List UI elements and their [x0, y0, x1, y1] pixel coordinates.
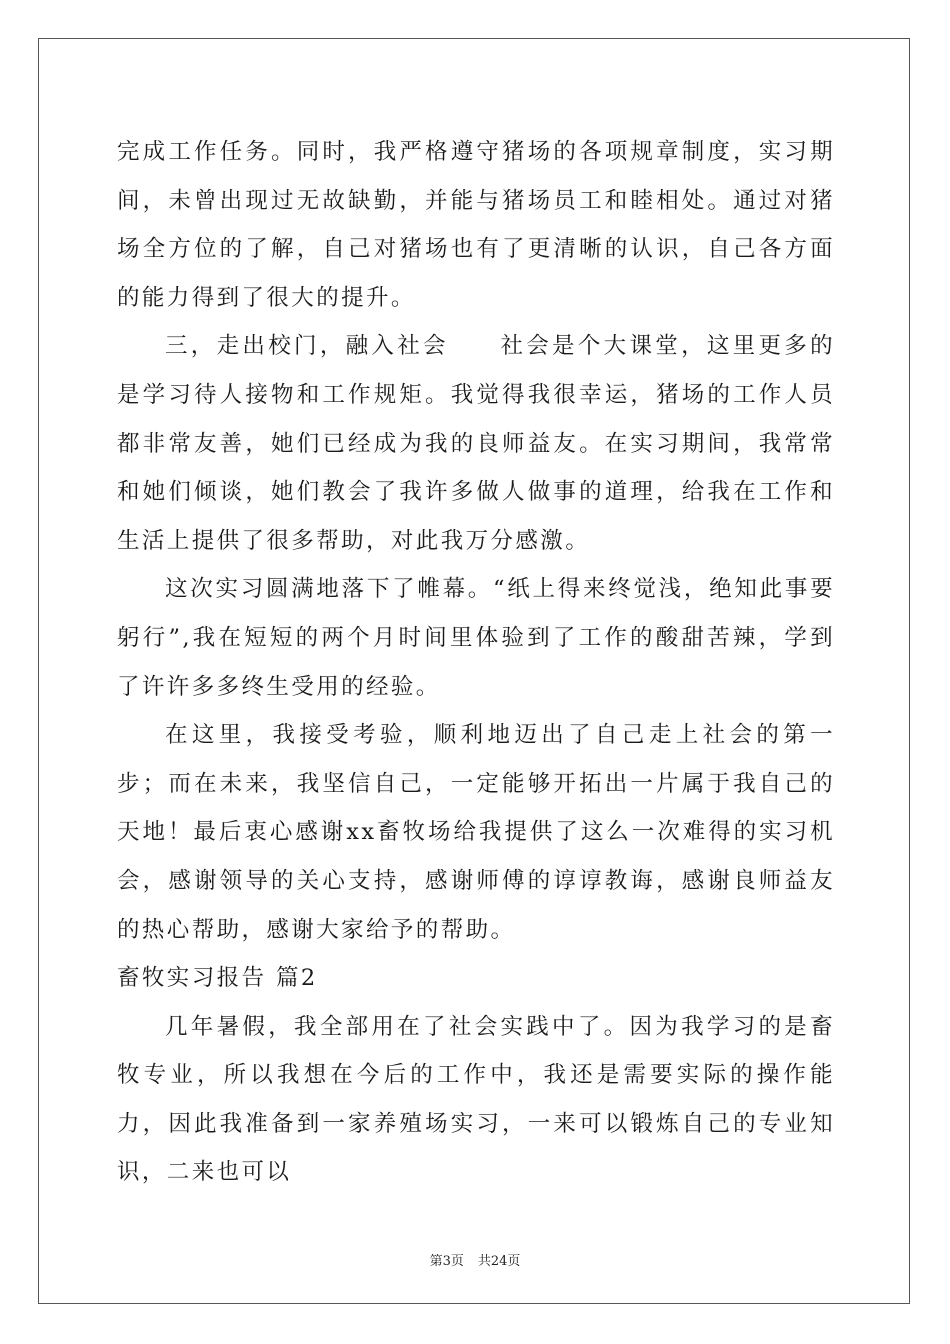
page-footer	[0, 1250, 950, 1269]
section-heading: 畜牧实习报告 篇2	[117, 965, 318, 992]
paragraph-continuation: 完成工作任务。同时，我严格遵守猪场的各项规章制度，实习期间，未曾出现过无故缺勤，并能与猪场员工和睦相处。通过对猪场全方位的了解，自己对猪场也有了更清晰的认识，自己各方面的能力得到了很大的提升。	[117, 139, 835, 311]
document-body	[117, 128, 835, 1197]
paragraph-article-two: 几年暑假，我全部用在了社会实践中了。因为我学习的是畜牧专业，所以我想在今后的工作中，我还是需要实际的操作能力，因此我准备到一家养殖场实习，一来可以锻炼自己的专业知识，二来也可以	[117, 1013, 835, 1186]
paragraph-section-three: 三，走出校门，融入社会 社会是个大课堂，这里更多的是学习待人接物和工作规矩。我觉得我很幸运，猪场的工作人员都非常友善，她们已经成为我的良师益友。在实习期间，我常常和她们倾谈，她们教会了我许多做人做事的道理，给我在工作和生活上提供了很多帮助，对此我万分感激。	[117, 333, 835, 554]
paragraph-thanks: 在这里，我接受考验，顺利地迈出了自己走上社会的第一步；而在未来，我坚信自己，一定能够开拓出一片属于我自己的天地！最后衷心感谢xx畜牧场给我提供了这么一次难得的实习机会，感谢领导的关心支持，感谢师傅的谆谆教诲，感谢良师益友的热心帮助，感谢大家给予的帮助。	[117, 722, 835, 943]
page-number: 第3页	[429, 1254, 464, 1269]
page-total: 共24页	[477, 1254, 521, 1269]
paragraph-internship-end: 这次实习圆满地落下了帷幕。“纸上得来终觉浅，绝知此事要躬行”,我在短短的两个月时间里体验到了工作的酸甜苦辣，学到了许许多多终生受用的经验。	[117, 576, 835, 700]
